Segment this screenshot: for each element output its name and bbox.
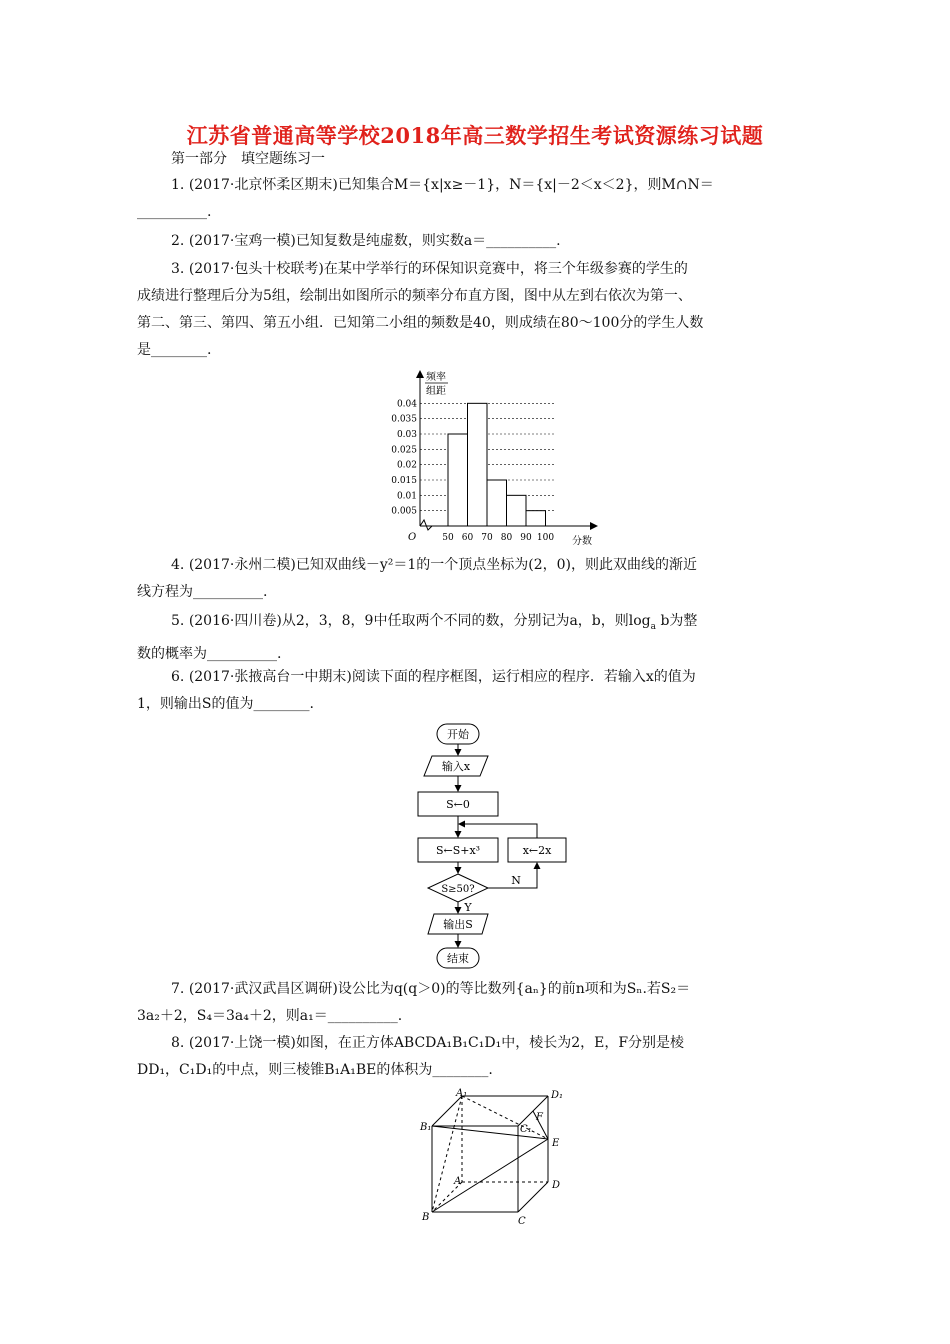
- q3-line-4: 是________.: [137, 342, 212, 358]
- q5-line-2: 数的概率为__________.: [137, 645, 282, 662]
- x-tick-label: 100: [536, 533, 555, 543]
- q8-line-1: (2017·上饶一模)如图，在正方体ABCDA₁B₁C₁D₁中，棱长为2，E，F分别是棱: [188, 1035, 685, 1051]
- input-label: 输入x: [441, 760, 471, 773]
- x-tick-label: 70: [481, 533, 493, 543]
- start-label: 开始: [447, 728, 469, 741]
- vertex-c1: C₁: [520, 1124, 532, 1135]
- yes-label: Y: [464, 901, 472, 914]
- x-tick-label: 80: [500, 533, 513, 543]
- histogram-bar: [487, 480, 507, 526]
- y-tick-label: 0.015: [391, 476, 417, 486]
- question-1: [137, 172, 815, 226]
- x-tick-label: 60: [461, 533, 474, 543]
- y-tick-label: 0.03: [396, 430, 417, 440]
- vertex-a: A: [454, 1176, 462, 1187]
- vertex-b: B: [422, 1212, 430, 1223]
- no-label: N: [511, 874, 521, 887]
- vertex-c: C: [518, 1216, 526, 1227]
- update-label: S←S+x³: [435, 844, 481, 857]
- vertex-a1: A₁: [456, 1088, 468, 1099]
- q4-line-2: 线方程为__________.: [137, 584, 268, 600]
- q6-number: 6.: [171, 669, 185, 685]
- y-tick-label: 0.025: [391, 445, 417, 456]
- program-flowchart: [410, 718, 590, 976]
- q2-number: 2.: [171, 233, 185, 249]
- output-label: 输出S: [443, 918, 473, 931]
- question-6: [137, 664, 815, 718]
- q7-line-1: (2017·武汉武昌区调研)设公比为q(q＞0)的等比数列{aₙ}的前n项和为Sₙ.若S₂＝: [188, 981, 691, 997]
- q7-number: 7.: [171, 981, 185, 997]
- double-label: x←2x: [522, 844, 552, 857]
- histogram-bar: [526, 511, 546, 526]
- q1-blank: __________.: [137, 204, 212, 220]
- question-5: [137, 608, 815, 668]
- y-tick-label: 0.01: [396, 491, 417, 502]
- vertex-d: D: [552, 1180, 561, 1191]
- histogram-bar: [448, 434, 468, 526]
- question-3: [137, 256, 815, 364]
- vertex-d1: D₁: [551, 1090, 564, 1101]
- q4-line-1: (2017·永州二模)已知双曲线－y²＝1的一个顶点坐标为(2，0)，则此双曲线的渐近: [188, 557, 697, 573]
- q8-line-2: DD₁，C₁D₁的中点，则三棱锥B₁A₁BE的体积为________.: [137, 1062, 493, 1078]
- question-2: [137, 228, 815, 255]
- cube-figure: [418, 1088, 578, 1228]
- q3-line-2: 成绩进行整理后分为5组，绘制出如图所示的频率分布直方图，图中从左到右依次为第一、: [137, 288, 692, 304]
- q1-text: (2017·北京怀柔区期末)已知集合M＝{x|x≥－1}，N＝{x|－2＜x＜2}，则M∩N＝: [188, 177, 714, 193]
- x-axis-label: 分数: [572, 536, 592, 547]
- q6-line-2: 1，则输出S的值为________.: [137, 696, 314, 712]
- page-title: 江苏省普通高等学校2018年高三数学招生考试资源练习试题: [186, 123, 764, 148]
- q5-log-base: a: [650, 621, 656, 632]
- q5-number: 5.: [171, 613, 185, 629]
- y-tick-label: 0.035: [391, 414, 417, 425]
- q3-number: 3.: [171, 261, 185, 277]
- axis-break-mark: [420, 520, 432, 530]
- q1-number: 1.: [171, 177, 185, 193]
- origin-label: O: [408, 532, 417, 543]
- q3-line-3: 第二、第三、第四、第五小组．已知第二小组的频数是40，则成绩在80～100分的学生人数: [137, 315, 704, 331]
- condition-label: S≥50?: [441, 884, 475, 895]
- q3-line-1: (2017·包头十校联考)在某中学举行的环保知识竞赛中，将三个年级参赛的学生的: [188, 261, 688, 277]
- y-label-bottom: 组距: [426, 386, 446, 397]
- x-tick-label: 50: [442, 533, 454, 543]
- question-7: [137, 976, 815, 1030]
- y-label-top: 频率: [426, 372, 446, 383]
- histogram-bar: [507, 495, 527, 526]
- q7-line-2: 3a₂＋2，S₄＝3a₄＋2，则a₁＝__________.: [137, 1008, 403, 1024]
- x-tick-label: 90: [520, 533, 532, 543]
- point-e: E: [552, 1138, 560, 1149]
- point-f: F: [536, 1112, 543, 1123]
- vertex-b1: B₁: [420, 1122, 432, 1133]
- section-heading: 第一部分 填空题练习一: [171, 151, 325, 167]
- end-label: 结束: [447, 952, 469, 965]
- question-8: [137, 1030, 815, 1084]
- q5-line-1b: b为整: [656, 613, 698, 629]
- question-4: [137, 552, 815, 606]
- q2-text: (2017·宝鸡一模)已知复数是纯虚数，则实数a＝__________.: [188, 233, 561, 249]
- init-label: S←0: [446, 798, 470, 811]
- q6-line-1: (2017·张掖高台一中期末)阅读下面的程序框图，运行相应的程序．若输入x的值为: [188, 669, 696, 685]
- y-tick-label: 0.04: [396, 399, 417, 410]
- histogram-bar: [468, 403, 488, 526]
- y-tick-label: 0.02: [396, 460, 417, 471]
- q4-number: 4.: [171, 557, 185, 573]
- q8-number: 8.: [171, 1035, 185, 1051]
- y-tick-label: 0.005: [391, 506, 417, 517]
- frequency-histogram: [378, 368, 608, 553]
- q5-line-1: (2016·四川卷)从2，3，8，9中任取两个不同的数，分别记为a，b，则log: [188, 613, 651, 629]
